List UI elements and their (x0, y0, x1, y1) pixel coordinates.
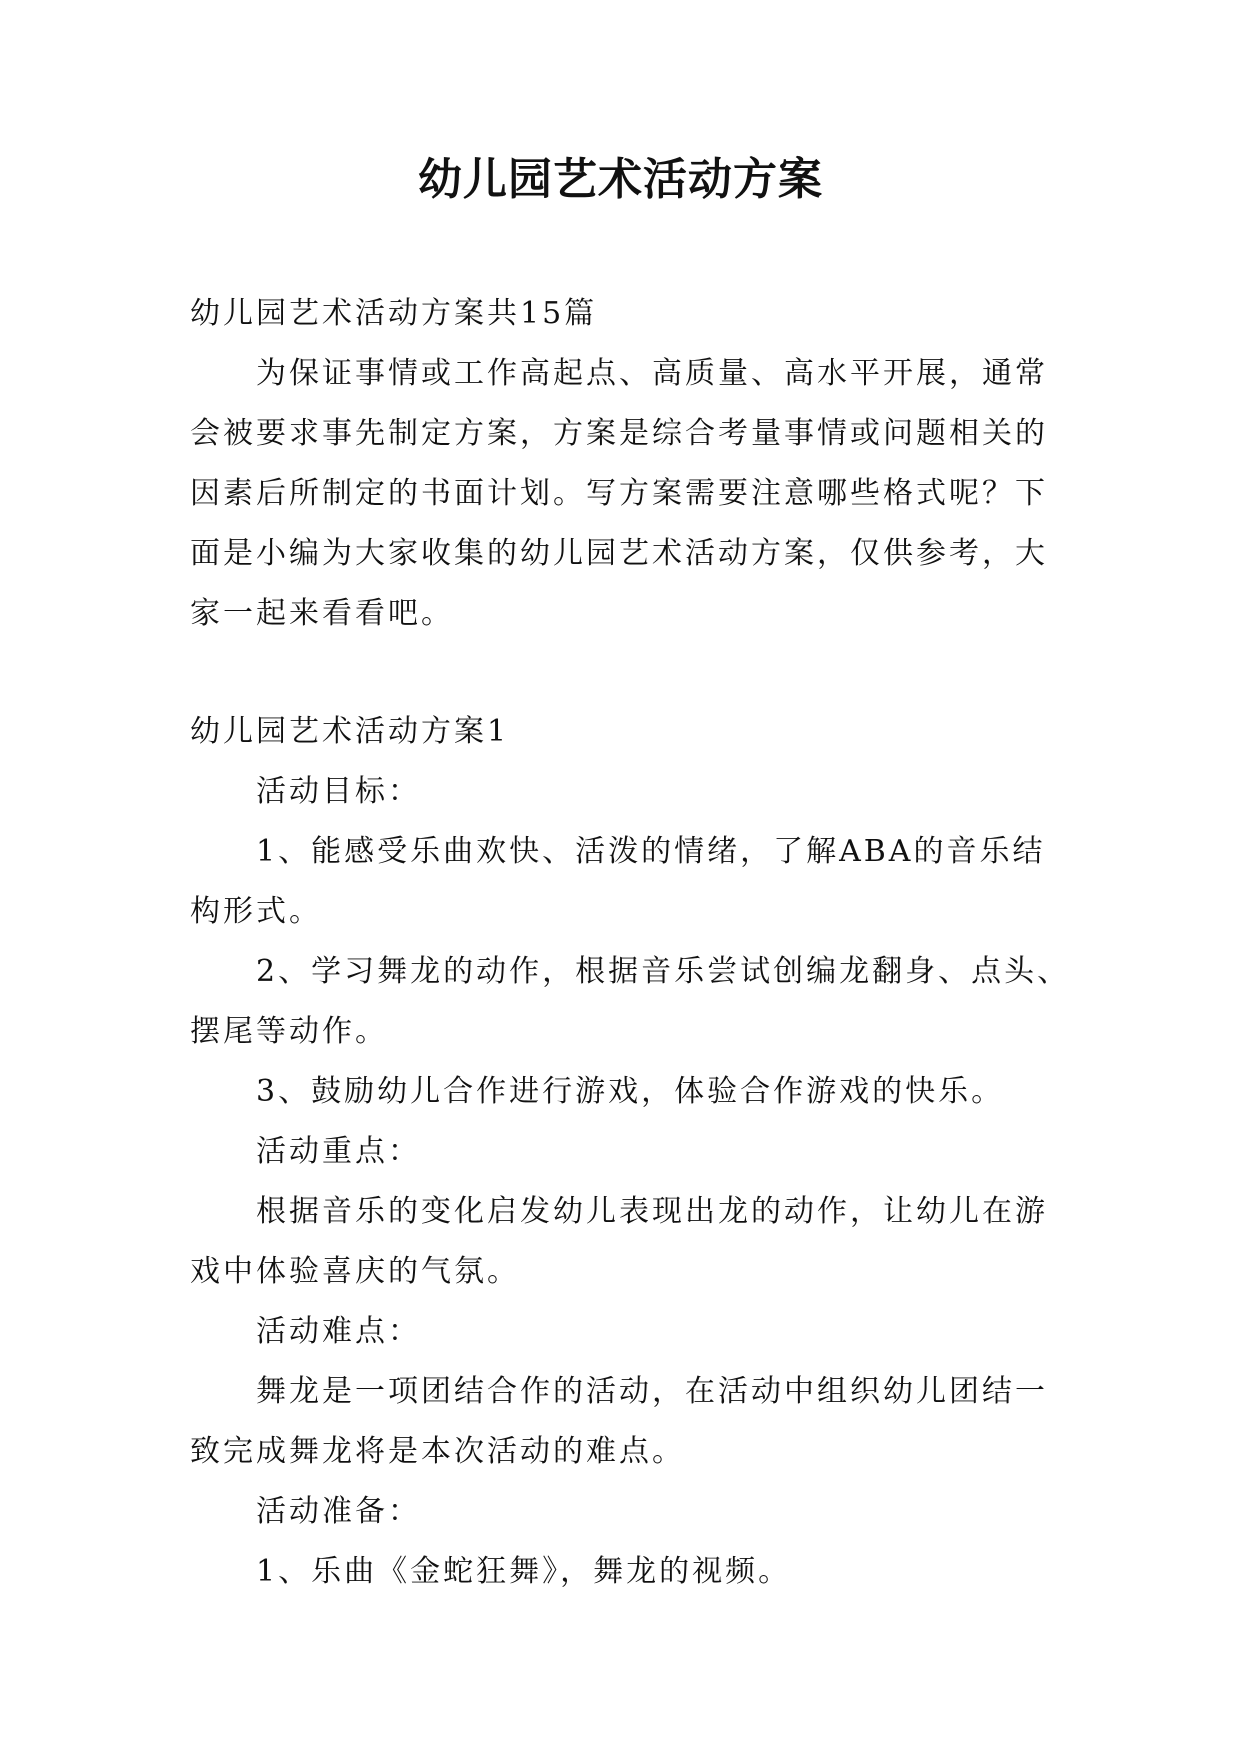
section-heading: 幼儿园艺术活动方案共15篇 (190, 296, 598, 331)
intro-paragraph-line: 会被要求事先制定方案，方案是综合考量事情或问题相关的 (190, 416, 1048, 451)
key-points-line: 根据音乐的变化启发幼儿表现出龙的动作，让幼儿在游 (256, 1194, 1048, 1229)
goal-item-line: 2、学习舞龙的动作，根据音乐尝试创编龙翻身、点头、 (256, 954, 1071, 989)
goal-item-line: 构形式。 (190, 894, 322, 929)
goal-item-line: 摆尾等动作。 (190, 1014, 388, 1049)
document-title: 幼儿园艺术活动方案 (418, 154, 823, 205)
intro-paragraph-line: 面是小编为大家收集的幼儿园艺术活动方案，仅供参考，大 (190, 536, 1048, 571)
subheading-difficulties: 活动难点： (256, 1314, 421, 1349)
goal-item-line: 1、能感受乐曲欢快、活泼的情绪，了解ABA的音乐结 (256, 834, 1046, 869)
subheading-preparation: 活动准备： (256, 1494, 421, 1529)
preparation-item-line: 1、乐曲《金蛇狂舞》，舞龙的视频。 (256, 1554, 792, 1589)
intro-paragraph-line: 家一起来看看吧。 (190, 596, 454, 631)
key-points-line: 戏中体验喜庆的气氛。 (190, 1254, 520, 1289)
difficulties-line: 舞龙是一项团结合作的活动，在活动中组织幼儿团结一 (256, 1374, 1048, 1409)
subheading-key-points: 活动重点： (256, 1134, 421, 1169)
subheading-goals: 活动目标： (256, 774, 421, 809)
difficulties-line: 致完成舞龙将是本次活动的难点。 (190, 1434, 685, 1469)
intro-paragraph-line: 为保证事情或工作高起点、高质量、高水平开展，通常 (256, 356, 1048, 391)
goal-item-line: 3、鼓励幼儿合作进行游戏，体验合作游戏的快乐。 (256, 1074, 1005, 1109)
intro-paragraph-line: 因素后所制定的书面计划。写方案需要注意哪些格式呢？下 (190, 476, 1048, 511)
plan-heading: 幼儿园艺术活动方案1 (190, 714, 510, 749)
